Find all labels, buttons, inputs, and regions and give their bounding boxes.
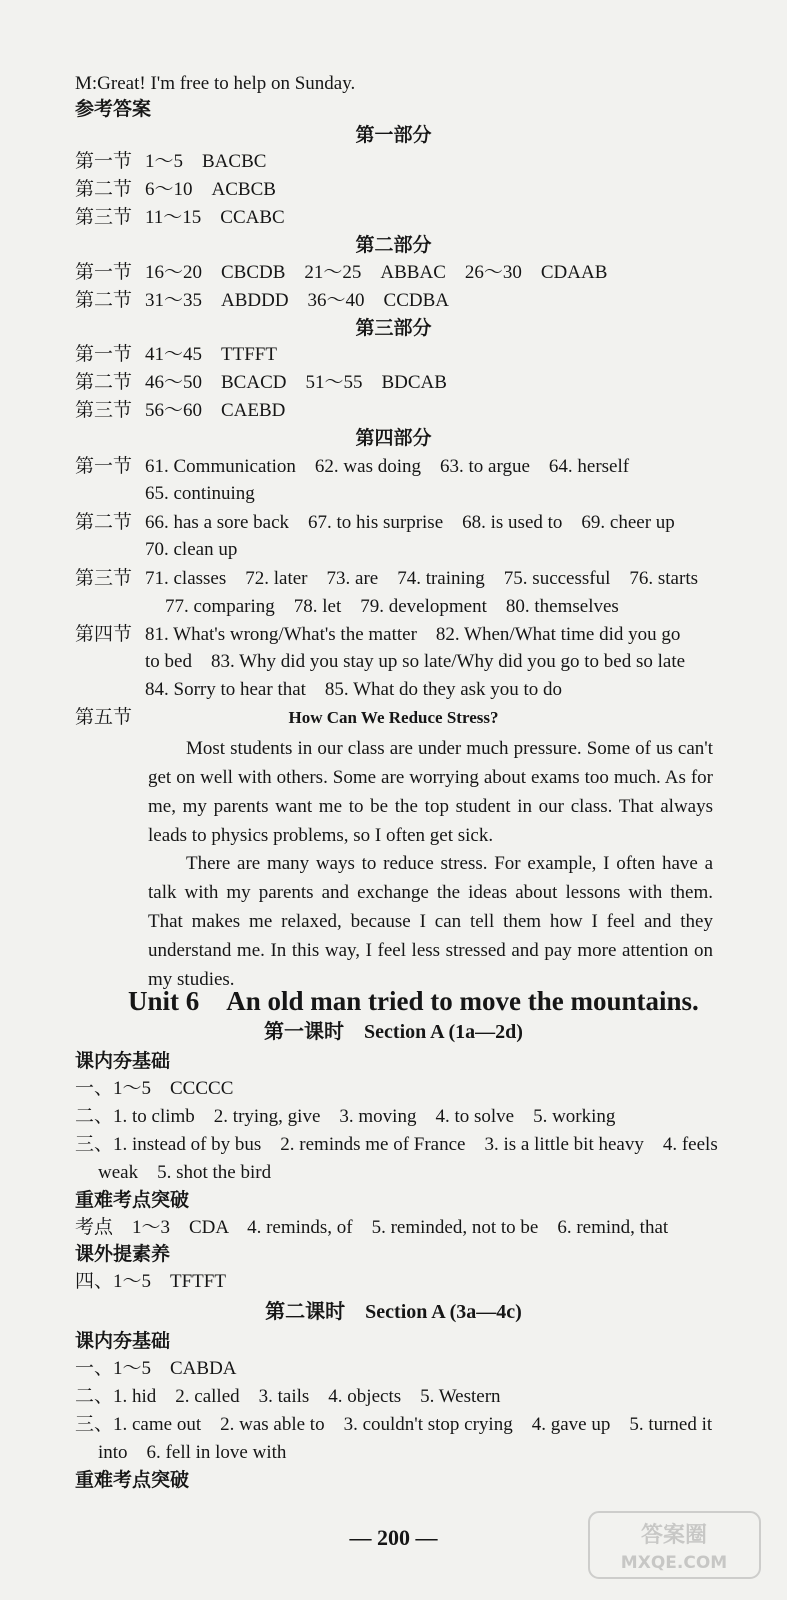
answer-row xyxy=(75,371,447,395)
answer-line: 考点 1～3 CDA 4. reminds, of 5. reminded, not to be 6. remind, that xyxy=(75,1217,669,1238)
part1-title: 第一部分 xyxy=(355,125,432,146)
part4-title: 第四部分 xyxy=(355,428,432,449)
unit-title: Unit 6 An old man tried to move the mountains. xyxy=(128,986,699,1016)
dialogue-line: M:Great! I'm free to help on Sunday. xyxy=(75,73,356,94)
answer-row xyxy=(75,206,285,230)
key-points-heading: 重难考点突破 xyxy=(75,1190,190,1211)
answer-continuation: into 6. fell in love with xyxy=(98,1442,287,1463)
section-label: 第一节 xyxy=(75,456,133,477)
section-label: 第一节 xyxy=(75,151,133,172)
answer-row xyxy=(75,567,698,591)
answer-row xyxy=(75,178,276,202)
answer-text: 31～35 ABDDD 36～40 CCDBA xyxy=(145,290,450,311)
answer-text: 6～10 ACBCB xyxy=(145,179,276,200)
answer-text: 61. Communication 62. was doing 63. to argue 64. herself xyxy=(145,456,630,477)
answer-continuation: weak 5. shot the bird xyxy=(98,1162,272,1183)
answer-text: 46～50 BCACD 51～55 BDCAB xyxy=(145,372,447,393)
watermark-logo xyxy=(587,1510,762,1580)
answer-row xyxy=(75,455,629,479)
essay-paragraph-2: There are many ways to reduce stress. For example, I often have a talk with my parents and exchange the ideas about lessons with them. That makes me relaxed, because I can tell them how I feel and they understand me. In this way, I feel less stressed and pay more attention on my studies. xyxy=(148,853,713,990)
answer-line: 二、1. to climb 2. trying, give 3. moving 4. to solve 5. working xyxy=(75,1106,616,1127)
lesson2-title: 第二课时 Section A (3a—4c) xyxy=(265,1301,522,1323)
section-label: 第一节 xyxy=(75,262,133,283)
answer-text: 71. classes 72. later 73. are 74. training 75. successful 76. starts xyxy=(145,568,698,589)
section-label: 第四节 xyxy=(75,624,133,645)
answers-heading: 参考答案 xyxy=(75,99,152,120)
answer-row xyxy=(75,150,266,174)
answer-continuation: 84. Sorry to hear that 85. What do they ask you to do xyxy=(145,679,563,700)
answer-row xyxy=(75,261,607,285)
section-label: 第三节 xyxy=(75,400,133,421)
section-label: 第二节 xyxy=(75,512,133,533)
answer-continuation: 65. continuing xyxy=(145,483,255,504)
answer-text: 11～15 CCABC xyxy=(145,207,285,228)
section-label: 第二节 xyxy=(75,179,133,200)
answer-text: 66. has a sore back 67. to his surprise 68. is used to 69. cheer up xyxy=(145,512,675,533)
watermark-cn: 答案圈 xyxy=(640,1523,708,1548)
answer-row xyxy=(75,511,675,535)
answer-continuation: 70. clean up xyxy=(145,539,238,560)
essay-title: How Can We Reduce Stress? xyxy=(288,708,499,727)
answer-line: 四、1～5 TFTFT xyxy=(75,1271,226,1292)
answer-line: 一、1～5 CCCCC xyxy=(75,1078,234,1099)
answer-text: 1～5 BACBC xyxy=(145,151,267,172)
answer-text: 41～45 TTFFT xyxy=(145,344,277,365)
section-label: 第二节 xyxy=(75,290,133,311)
answer-continuation: to bed 83. Why did you stay up so late/Why did you go to bed so late xyxy=(145,651,686,672)
lesson1-title: 第一课时 Section A (1a—2d) xyxy=(264,1021,523,1043)
answer-row xyxy=(75,343,277,367)
answer-row xyxy=(75,399,285,423)
answer-line: 三、1. instead of by bus 2. reminds me of France 3. is a little bit heavy 4. feels xyxy=(75,1134,718,1155)
key-points-heading: 重难考点突破 xyxy=(75,1470,190,1491)
page-number: — 200 — xyxy=(349,1525,438,1550)
answer-text: 56～60 CAEBD xyxy=(145,400,286,421)
basic-heading: 课内夯基础 xyxy=(75,1051,171,1072)
answer-row xyxy=(75,289,449,313)
essay-paragraph-1: Most students in our class are under much pressure. Some of us can't get on well with others. Some are worrying about exams too much. As for me, my parents want me to be the top student in our class. That always leads to physics problems, so I often get sick. xyxy=(148,738,713,846)
answer-text: 16～20 CBCDB 21～25 ABBAC 26～30 CDAAB xyxy=(145,262,608,283)
section-label: 第三节 xyxy=(75,207,133,228)
answer-row xyxy=(75,623,680,647)
answer-continuation: 77. comparing 78. let 79. development 80. themselves xyxy=(165,596,619,617)
answer-line: 二、1. hid 2. called 3. tails 4. objects 5. Western xyxy=(75,1386,501,1407)
part2-title: 第二部分 xyxy=(355,235,432,256)
answer-text: 81. What's wrong/What's the matter 82. When/What time did you go xyxy=(145,624,681,645)
section-label: 第二节 xyxy=(75,372,133,393)
answer-line: 三、1. came out 2. was able to 3. couldn't stop crying 4. gave up 5. turned it xyxy=(75,1414,713,1435)
part3-title: 第三部分 xyxy=(355,318,432,339)
section-label: 第五节 xyxy=(75,707,133,728)
section-label: 第三节 xyxy=(75,568,133,589)
watermark-url: MXQE.COM xyxy=(620,1553,728,1573)
answer-line: 一、1～5 CABDA xyxy=(75,1358,237,1379)
section-label: 第一节 xyxy=(75,344,133,365)
basic-heading: 课内夯基础 xyxy=(75,1331,171,1352)
extra-heading: 课外提素养 xyxy=(75,1244,171,1265)
